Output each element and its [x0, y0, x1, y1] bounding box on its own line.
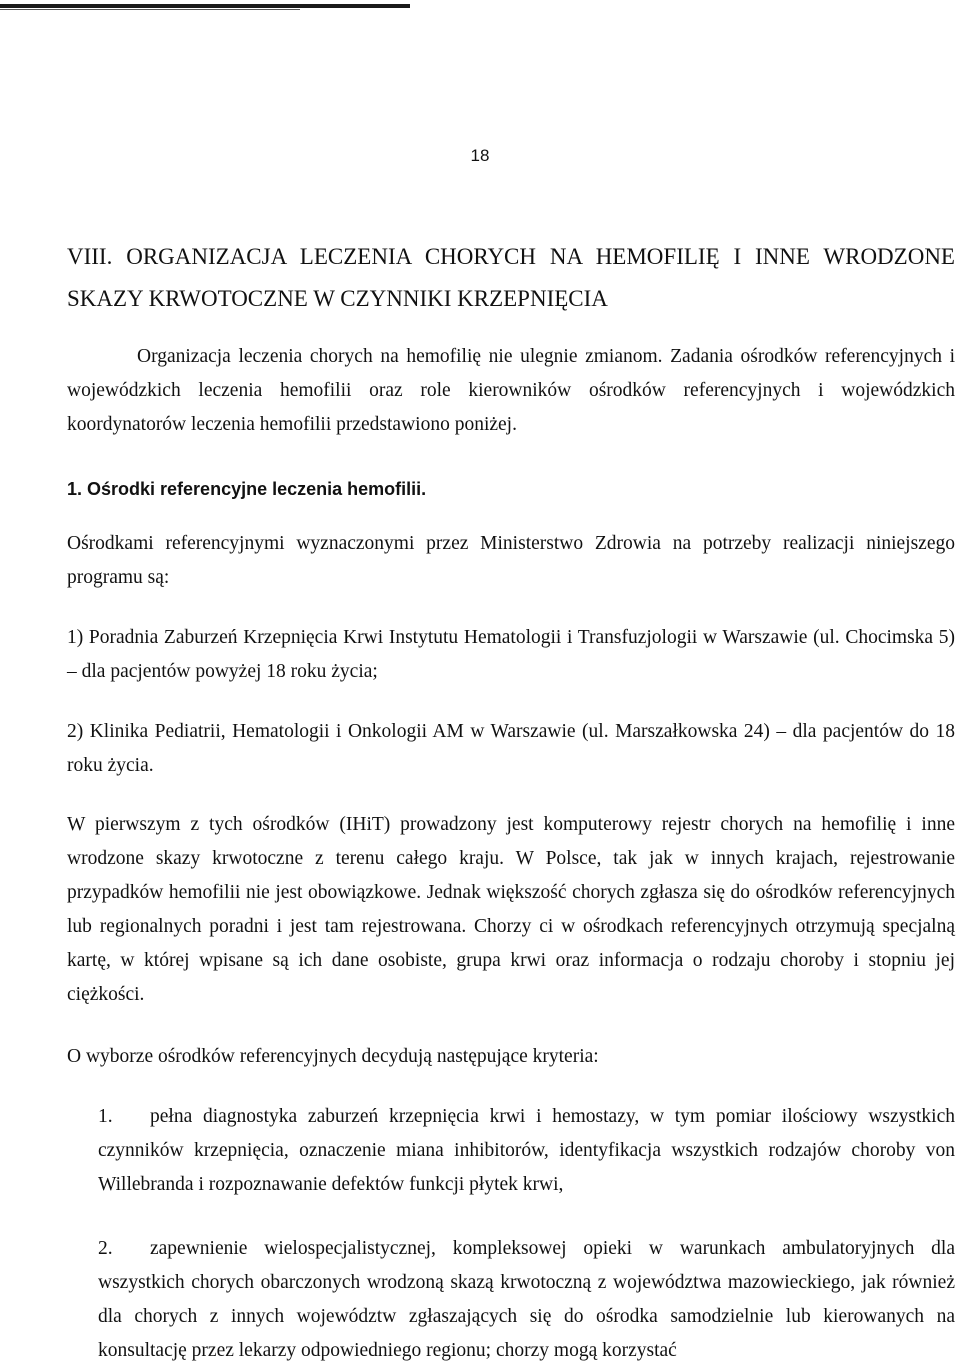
center-item-1: 1) Poradnia Zaburzeń Krzepnięcia Krwi Instytutu Hematologii i Transfuzjologii w Warszawie (ul. Chocimska 5) – dla pacjentów powyżej 18 roku życia; [67, 627, 955, 682]
registry-paragraph: W pierwszym z tych ośrodków (IHiT) prowadzony jest komputerowy rejestr chorych na hemofilię i inne wrodzone skazy krwotoczne z terenu całego kraju. W Polsce, tak jak w innych krajach, rejestrowanie przypadków hemofilii nie jest obowiązkowe. Jednak większość chorych zgłasza się do ośrodków referencyjnych lub regionalnych poradni i jest tam rejestrowana. Chorzy ci w ośrodkach referencyjnych otrzymują specjalną kartę, w której wpisane są ich dane osobiste, grupa krwi oraz informacja o rodzaju choroby i stopniu jej ciężkości. [67, 814, 955, 1005]
top-scan-rule [0, 4, 410, 8]
criteria-item-text: zapewnienie wielospecjalistycznej, kompleksowej opieki w warunkach ambulatoryjnych dla wszystkich chorych obarczonych wrodzoną skazą krwotoczną z województwa mazowieckiego, jak również dla chorych z innych województw zgłaszających się do ośrodka samodzielnie lub kierowanych na konsultację przez lekarzy odpowiedniego regionu; chorzy mogą korzystać [98, 1238, 955, 1361]
criteria-intro: O wyborze ośrodków referencyjnych decydują następujące kryteria: [67, 1046, 599, 1067]
centers-intro-paragraph: Ośrodkami referencyjnymi wyznaczonymi przez Ministerstwo Zdrowia na potrzeby realizacji niniejszego programu są: [67, 533, 955, 588]
criteria-item-2 [98, 1232, 955, 1368]
criteria-item-number: 2. [98, 1238, 113, 1259]
page-number: 18 [470, 146, 490, 165]
section-heading: VIII. ORGANIZACJA LECZENIA CHORYCH NA HEMOFILIĘ I INNE WRODZONE SKAZY KRWOTOCZNE W CZYNNIKI KRZEPNIĘCIA [67, 244, 955, 311]
top-scan-rule-thin [0, 9, 300, 10]
section-intro-paragraph: Organizacja leczenia chorych na hemofilię nie ulegnie zmianom. Zadania ośrodków referencyjnych i wojewódzkich leczenia hemofilii oraz role kierowników ośrodków referencyjnych i wojewódzkich koordynatorów leczenia hemofilii przedstawiono poniżej. [67, 346, 955, 435]
subsection-title: 1. Ośrodki referencyjne leczenia hemofilii. [67, 479, 427, 499]
center-item-2: 2) Klinika Pediatrii, Hematologii i Onkologii AM w Warszawie (ul. Marszałkowska 24) – dla pacjentów do 18 roku życia. [67, 721, 955, 776]
criteria-item-1 [98, 1100, 955, 1202]
criteria-item-number: 1. [98, 1106, 113, 1127]
criteria-item-text: pełna diagnostyka zaburzeń krzepnięcia krwi i hemostazy, w tym pomiar ilościowy wszystkich czynników krzepnięcia, oznaczenie miana inhibitorów, identyfikacja wszystkich rodzajów choroby von Willebranda i rozpoznawanie defektów funkcji płytek krwi, [98, 1106, 955, 1195]
